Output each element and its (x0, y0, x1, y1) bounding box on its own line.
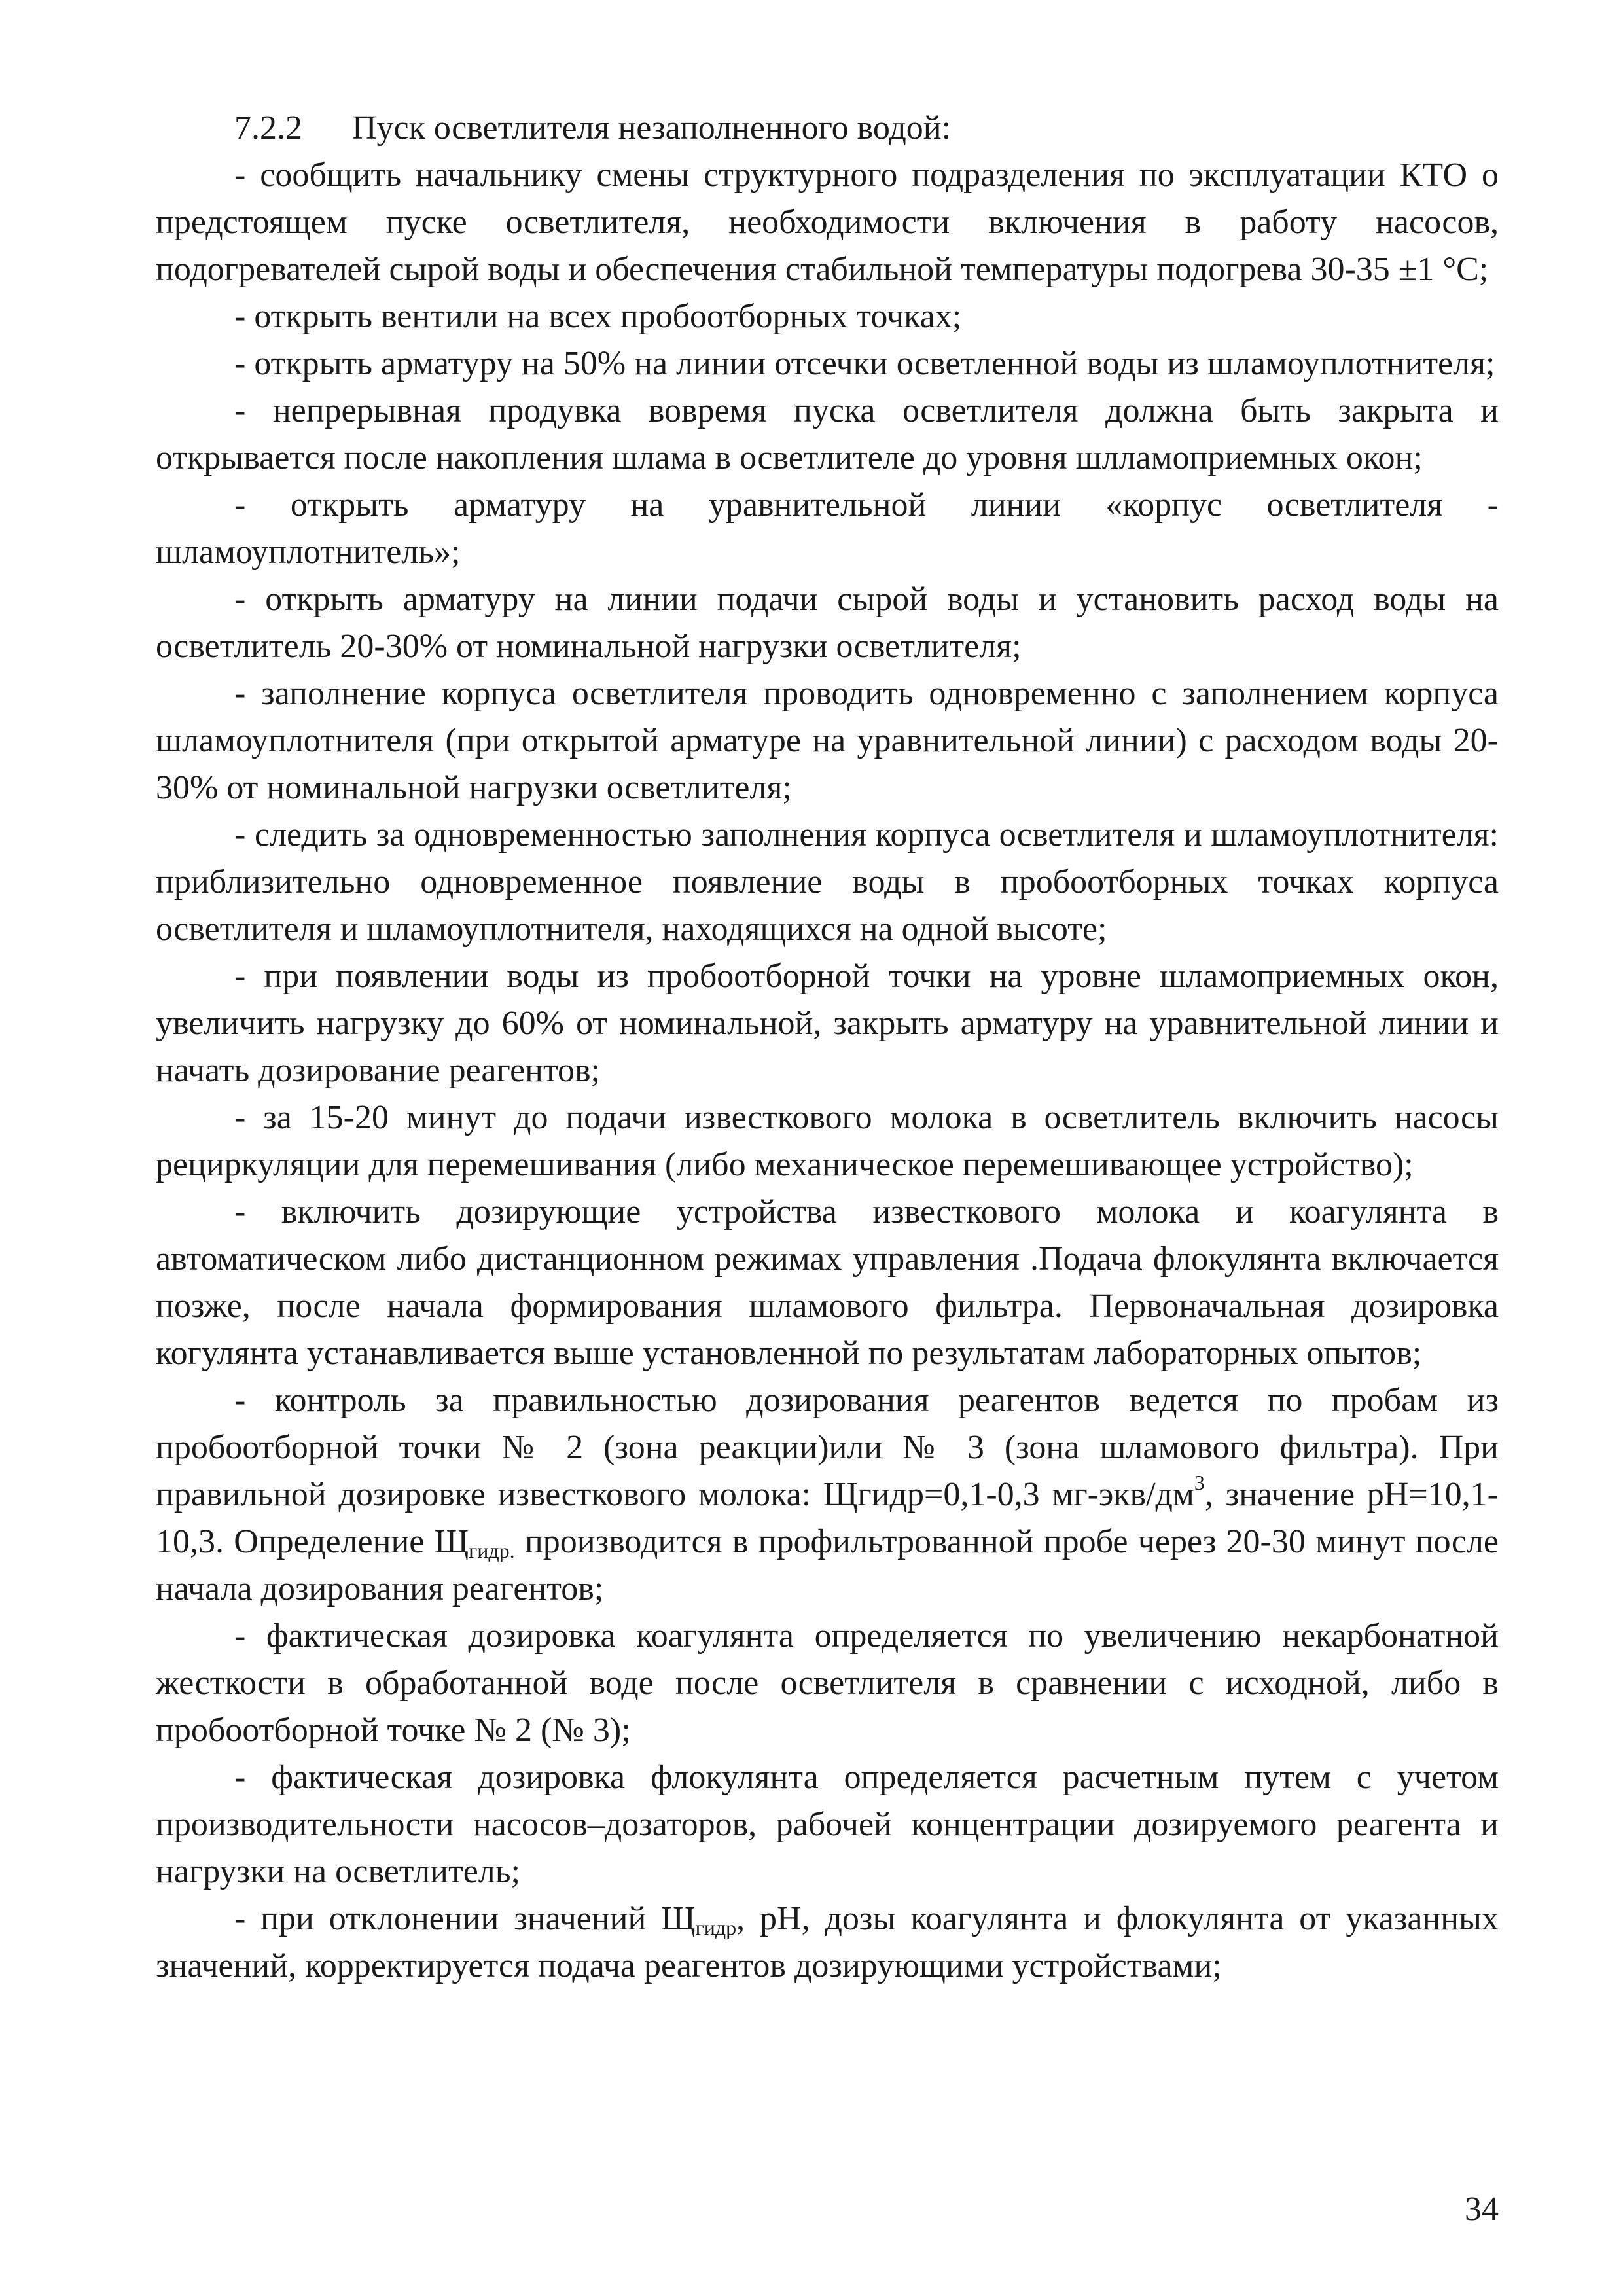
list-item-text: - контроль за правильностью дозирования реагентов ведется по пробам из пробоотборной точки № 2 (зона реакции)или № 3 (зона шламового фильтра). При правильной дозировке известкового молока: Щгидр=0,1-0,3 мг-экв/дм (156, 1382, 1499, 1513)
section-title: Пуск осветлителя незаполненного водой: (352, 109, 952, 147)
list-item-text: , рН, дозы коагулянта и флокулянта от указанных значений, корректируется подача реагентов дозирующими устройствами; (156, 1900, 1499, 1984)
list-item: - заполнение корпуса осветлителя проводить одновременно с заполнением корпуса шламоуплотнителя (при открытой арматуре на уравнительной линии) с расходом воды 20-30% от номинальной нагрузки осветлителя; (156, 675, 1499, 806)
list-item: - открыть арматуру на линии подачи сырой воды и установить расход воды на осветлитель 20-30% от номинальной нагрузки осветлителя; (156, 581, 1499, 665)
list-item (156, 1377, 1499, 1613)
list-item: - за 15-20 минут до подачи известкового молока в осветлитель включить насосы рециркуляции для перемешивания (либо механическое перемешивающее устройство); (156, 1099, 1499, 1183)
list-item: - следить за одновременностью заполнения корпуса осветлителя и шламоуплотнителя: приблизительно одновременное появление воды в пробоотборных точках корпуса осветлителя и шламоуплотнителя, находящихся на одной высоте; (156, 816, 1499, 948)
list-item: - открыть арматуру на 50% на линии отсечки осветленной воды из шламоуплотнителя; (234, 345, 1495, 382)
list-item: - непрерывная продувка вовремя пуска осветлителя должна быть закрыта и открывается после накопления шлама в осветлителе до уровня шлламоприемных окон; (156, 392, 1499, 476)
list-item: - фактическая дозировка коагулянта определяется по увеличению некарбонатной жесткости в обработанной воде после осветлителя в сравнении с исходной, либо в пробоотборной точке № 2 (№ 3); (156, 1617, 1499, 1749)
section-number: 7.2.2 (234, 109, 302, 147)
list-item: - сообщить начальнику смены структурного подразделения по эксплуатации КТО о предстоящем пуске осветлителя, необходимости включения в работу насосов, подогревателей сырой воды и обеспечения стабильной температуры подогрева 30-35 ±1 °С; (156, 156, 1499, 288)
list-item-text: - при отклонении значений Щ (234, 1900, 696, 1937)
list-item: - фактическая дозировка флокулянта определяется расчетным путем с учетом производительности насосов–дозаторов, рабочей концентрации дозируемого реагента и нагрузки на осветлитель; (156, 1759, 1499, 1890)
list-item-text: производится в профильтрованной пробе через 20-30 минут после начала дозирования реагентов; (156, 1523, 1499, 1607)
subscript: гидр. (469, 1539, 515, 1562)
list-item (156, 1895, 1499, 1990)
list-item: - открыть арматуру на уравнительной линии «корпус осветлителя - шламоуплотнитель»; (156, 486, 1499, 571)
section-heading (156, 105, 1499, 152)
page-number: 34 (1465, 2191, 1499, 2228)
list-item: - открыть вентили на всех пробоотборных точках; (234, 298, 962, 335)
subscript: гидр (695, 1916, 737, 1939)
list-item: - включить дозирующие устройства известкового молока и коагулянта в автоматическом либо дистанционном режимах управления .Подача флокулянта включается позже, после начала формирования шламового фильтра. Первоначальная дозировка когулянта устанавливается выше установленной по результатам лабораторных опытов; (156, 1193, 1499, 1372)
list-item: - при появлении воды из пробоотборной точки на уровне шламоприемных окон, увеличить нагрузку до 60% от номинальной, закрыть арматуру на уравнительной линии и начать дозирование реагентов; (156, 958, 1499, 1089)
list-item-text: , значение рН=10,1-10,3. Определение Щ (156, 1476, 1499, 1560)
document-body (156, 105, 1499, 1990)
superscript: 3 (1194, 1471, 1205, 1494)
